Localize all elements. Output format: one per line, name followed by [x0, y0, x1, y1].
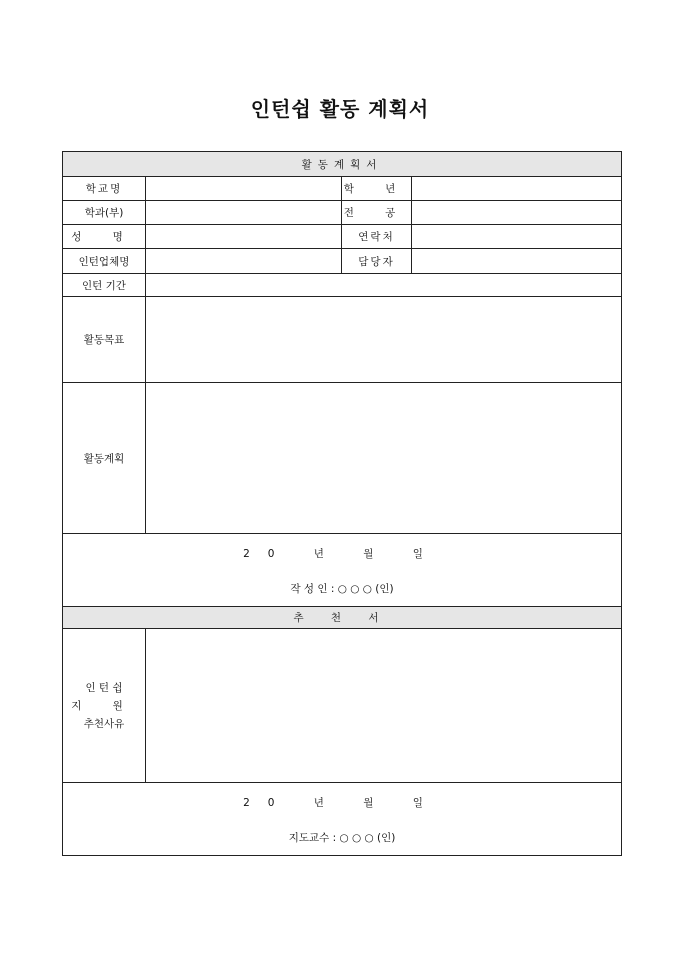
- recommend-date-text: 20 년 월 일: [243, 797, 441, 809]
- contact-field[interactable]: [412, 225, 622, 249]
- period-row: [63, 274, 622, 297]
- page-title: 인턴쉽 활동 계획서: [250, 97, 430, 121]
- plan-form-table: [62, 151, 622, 856]
- plan-header: 활동계획서: [63, 152, 622, 177]
- reason-label-line-1: 인 턴 쉽: [85, 681, 123, 694]
- period-label: 인턴 기간: [63, 274, 146, 297]
- reason-label-line-2: 지 원: [71, 699, 137, 712]
- dept-field[interactable]: [146, 201, 342, 225]
- name-row: [63, 225, 622, 249]
- year-label: 학 년: [342, 177, 412, 201]
- period-field[interactable]: [146, 274, 622, 297]
- recommend-reason-label: [63, 629, 146, 783]
- reason-label-line-3: 추천사유: [83, 717, 125, 730]
- goal-label: 활동목표: [63, 297, 146, 383]
- goal-row: [63, 297, 622, 383]
- manager-label: 담당자: [342, 249, 412, 274]
- recommend-reason-field[interactable]: [146, 629, 622, 783]
- recommend-signer: 지도교수 : ○ ○ ○ (인): [288, 832, 396, 844]
- activity-plan-label: 활동계획: [63, 383, 146, 534]
- recommend-signature-row: [63, 783, 622, 856]
- plan-signer: 작 성 인 : ○ ○ ○ (인): [290, 583, 394, 595]
- company-label: 인턴업체명: [63, 249, 146, 274]
- plan-date: [63, 546, 621, 561]
- goal-field[interactable]: [146, 297, 622, 383]
- recommend-reason-row: [63, 629, 622, 783]
- plan-signature-block: [63, 534, 622, 607]
- manager-field[interactable]: [412, 249, 622, 274]
- dept-row: [63, 201, 622, 225]
- plan-signature-row: [63, 534, 622, 607]
- school-label: 학교명: [63, 177, 146, 201]
- school-row: [63, 177, 622, 201]
- plan-header-row: [63, 152, 622, 177]
- recommend-signature-block: [63, 783, 622, 856]
- school-field[interactable]: [146, 177, 342, 201]
- plan-date-text: 20 년 월 일: [243, 548, 441, 560]
- name-label: 성 명: [63, 225, 146, 249]
- recommend-header: 추 천 서: [63, 607, 622, 629]
- activity-plan-field[interactable]: [146, 383, 622, 534]
- recommend-header-row: [63, 607, 622, 629]
- name-field[interactable]: [146, 225, 342, 249]
- dept-label: 학과(부): [63, 201, 146, 225]
- recommend-date: [63, 795, 621, 810]
- activity-plan-row: [63, 383, 622, 534]
- company-field[interactable]: [146, 249, 342, 274]
- contact-label: 연락처: [342, 225, 412, 249]
- company-row: [63, 249, 622, 274]
- major-label: 전 공: [342, 201, 412, 225]
- major-field[interactable]: [412, 201, 622, 225]
- year-field[interactable]: [412, 177, 622, 201]
